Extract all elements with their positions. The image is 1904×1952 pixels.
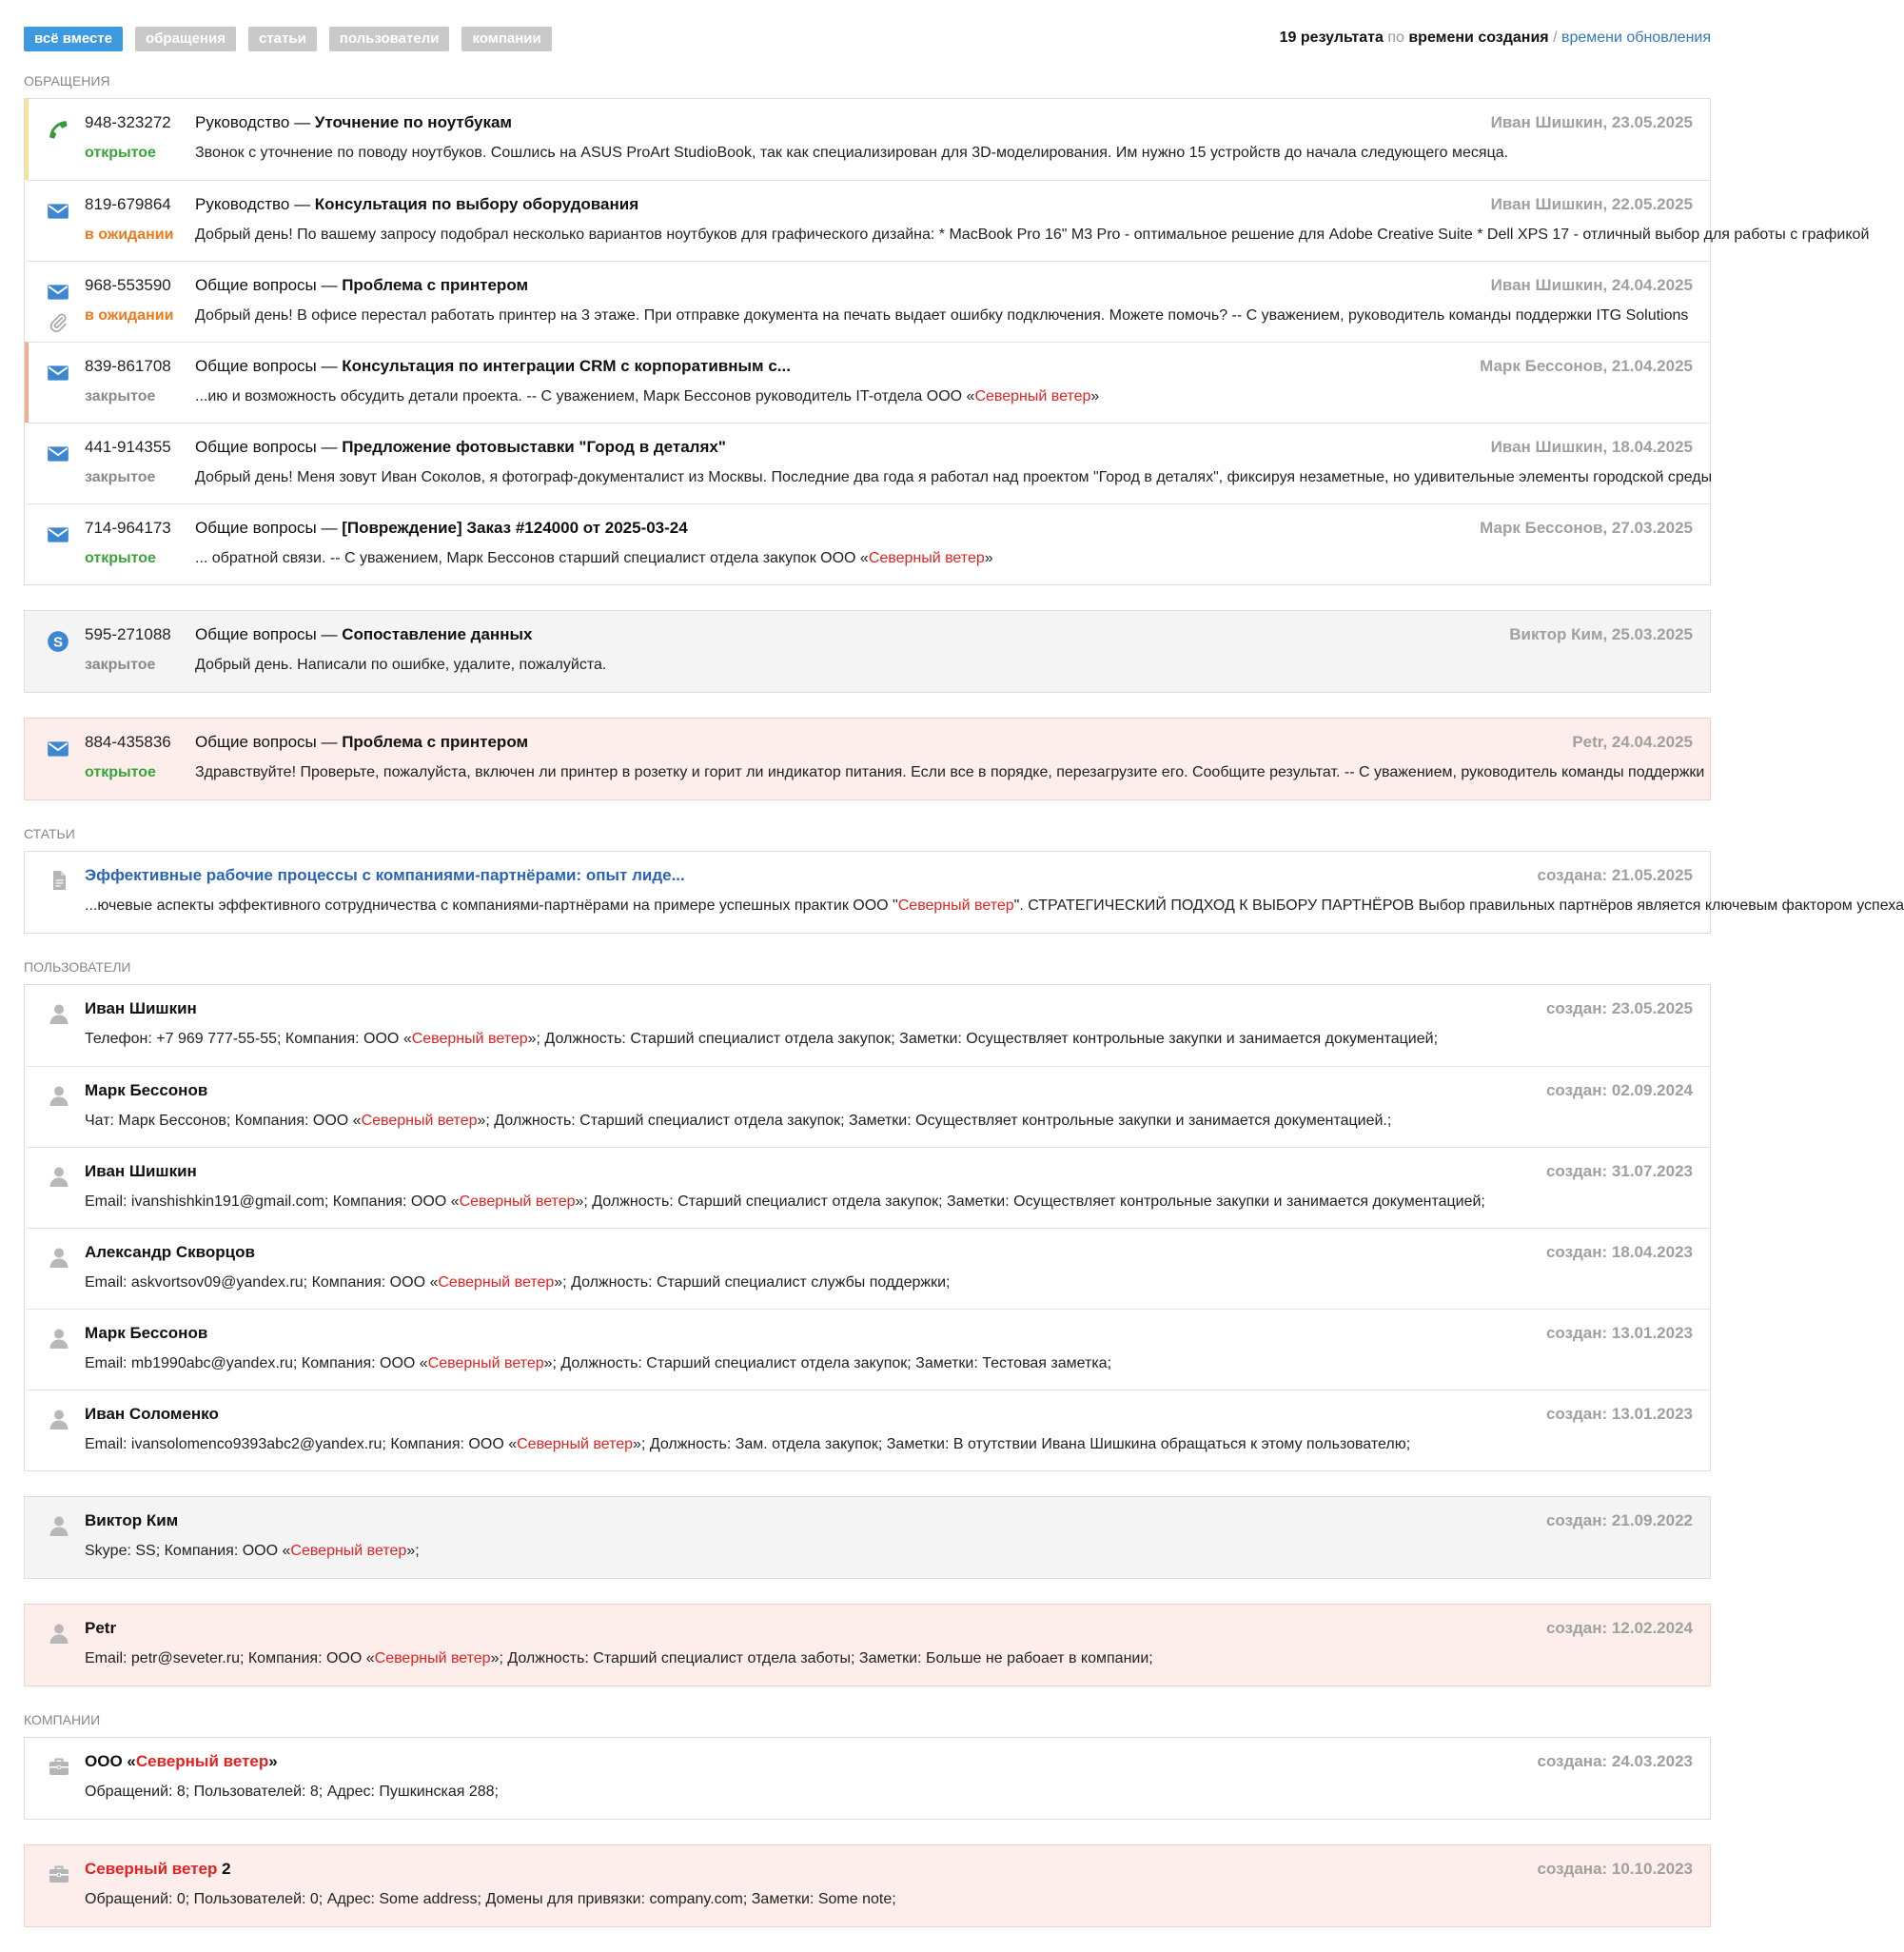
section-articles-label: СТАТЬИ: [24, 826, 75, 841]
company-details: Обращений: 8; Пользователей: 8; Адрес: Пушкинская 288;: [85, 1784, 499, 1800]
companies-group-inactive: [24, 1844, 1711, 1927]
company-highlight: Северный ветер: [361, 1113, 478, 1129]
user-details: [85, 1113, 1693, 1130]
user-name[interactable]: Марк Бессонов: [85, 1324, 208, 1342]
details-text: »; Должность: Старший специалист отдела закупок; Заметки: Осуществляет контрольные закупки и занимается документацией;: [575, 1193, 1485, 1210]
user-details: [85, 1355, 1693, 1372]
document-icon: [48, 869, 70, 892]
company-highlight: Северный ветер: [427, 1355, 544, 1371]
ticket-meta: Иван Шишкин, 18.04.2025: [1490, 438, 1693, 456]
user-icon: [48, 1002, 70, 1025]
ticket-number: 968-553590: [85, 276, 171, 294]
user-meta: создан: 02.09.2024: [1545, 1081, 1693, 1099]
company-highlight: Северный ветер: [411, 1031, 528, 1047]
ticket-meta: Иван Шишкин, 24.04.2025: [1490, 276, 1693, 294]
company-name[interactable]: [85, 1860, 231, 1879]
details-text: Email: ivansolomenco9393abc2@yandex.ru; Компания: ООО «: [85, 1436, 518, 1452]
ticket-status: закрытое: [85, 388, 156, 404]
company-highlight: Северный ветер: [868, 550, 985, 566]
sort-created[interactable]: времени создания: [1408, 30, 1549, 46]
user-icon: [48, 1514, 70, 1537]
section-tickets-label: ОБРАЩЕНИЯ: [24, 73, 110, 89]
company-highlight: Северный ветер: [85, 1860, 218, 1878]
ticket-row[interactable]: [25, 180, 1870, 261]
user-details: [85, 1543, 1693, 1560]
snippet-text: »: [984, 550, 993, 566]
briefcase-icon: [48, 1755, 70, 1778]
user-name[interactable]: Виктор Ким: [85, 1511, 179, 1529]
company-meta: создана: 10.10.2023: [1537, 1860, 1693, 1878]
details-text: Email: mb1990abc@yandex.ru; Компания: ООО «: [85, 1355, 428, 1371]
company-row[interactable]: [25, 1845, 1710, 1926]
sort-by-label: по: [1387, 30, 1404, 46]
ticket-subject: Уточнение по ноутбукам: [314, 113, 512, 131]
user-row[interactable]: [25, 985, 1710, 1066]
ticket-status: в ожидании: [85, 227, 174, 243]
user-row[interactable]: [25, 1497, 1710, 1578]
sort-bar: [1280, 30, 1711, 47]
ticket-number: 441-914355: [85, 438, 171, 456]
ticket-category: Общие вопросы —: [195, 625, 343, 643]
ticket-snippet: Добрый день. Написали по ошибке, удалите, пожалуйста.: [195, 657, 607, 673]
details-text: »; Должность: Старший специалист отдела заботы; Заметки: Больше не рабоает в компании;: [490, 1650, 1153, 1666]
ticket-number: 884-435836: [85, 733, 171, 751]
ticket-subject: [Повреждение] Заказ #124000 от 2025-03-24: [342, 519, 688, 537]
users-group-inactive: [24, 1604, 1711, 1686]
ticket-title[interactable]: [195, 195, 638, 214]
article-title[interactable]: Эффективные рабочие процессы с компаниями-партнёрами: опыт лиде...: [85, 866, 685, 884]
ticket-title[interactable]: [195, 357, 791, 376]
details-text: »;: [406, 1543, 420, 1559]
user-row[interactable]: [25, 1390, 1710, 1470]
mail-icon: [46, 523, 70, 547]
ticket-status: закрытое: [85, 469, 156, 485]
filter-articles[interactable]: статьи: [248, 27, 317, 51]
ticket-row[interactable]: [25, 719, 1710, 799]
user-details: [85, 1031, 1693, 1048]
details-text: »; Должность: Зам. отдела закупок; Заметки: В отутствии Ивана Шишкина обращаться к этому пользователю;: [633, 1436, 1411, 1452]
company-highlight: Северный ветер: [974, 388, 1091, 404]
details-text: Skype: SS; Компания: ООО «: [85, 1543, 291, 1559]
details-text: Email: ivanshishkin191@gmail.com; Компания: ООО «: [85, 1193, 460, 1210]
paperclip-icon: [48, 312, 69, 333]
user-details: [85, 1193, 1693, 1211]
ticket-meta: Иван Шишкин, 23.05.2025: [1490, 113, 1693, 131]
results-count: 19 результата: [1279, 30, 1384, 46]
user-details: [85, 1650, 1693, 1667]
ticket-category: Общие вопросы —: [195, 733, 343, 751]
section-users-label: ПОЛЬЗОВАТЕЛИ: [24, 959, 131, 975]
user-row[interactable]: [25, 1147, 1710, 1228]
mail-icon: [46, 199, 70, 224]
ticket-subject: Проблема с принтером: [342, 276, 529, 294]
user-details: [85, 1274, 1693, 1291]
ticket-snippet: Звонок с уточнение по поводу ноутбуков. Сошлись на ASUS ProArt StudioBook, так как специализирован для 3D-моделирования. Им нужно 15 устройств до начала следующего месяца.: [195, 145, 1509, 161]
user-name[interactable]: Александр Скворцов: [85, 1243, 255, 1261]
user-row[interactable]: [25, 1066, 1710, 1147]
articles-group: [24, 851, 1904, 934]
details-text: Email: petr@seveter.ru; Компания: ООО «: [85, 1650, 375, 1666]
user-icon: [48, 1084, 70, 1107]
details-text: Чат: Марк Бессонов; Компания: ООО «: [85, 1113, 362, 1129]
ticket-snippet: Здравствуйте! Проверьте, пожалуйста, включен ли принтер в розетку и горит ли индикатор питания. Если все в порядке, перезагрузите его. Сообщите результат. -- С уважением, руководитель команды поддержки: [195, 764, 1705, 780]
snippet-text: ". СТРАТЕГИЧЕСКИЙ ПОДХОД К ВЫБОРУ ПАРТНЁРОВ Выбор правильных партнёров является ключевым фактором успеха: [1013, 897, 1904, 914]
company-name[interactable]: [85, 1752, 278, 1771]
user-icon: [48, 1408, 70, 1430]
ticket-subject: Проблема с принтером: [342, 733, 529, 751]
ticket-subject: Сопоставление данных: [342, 625, 533, 643]
details-text: »; Должность: Старший специалист отдела закупок; Заметки: Осуществляет контрольные закупки и занимается документацией;: [527, 1031, 1439, 1047]
user-meta: создан: 12.02.2024: [1545, 1619, 1693, 1637]
tickets-group-archived: [24, 610, 1711, 693]
company-meta: создана: 24.03.2023: [1537, 1752, 1693, 1770]
company-row[interactable]: [25, 1738, 1710, 1819]
top-bar: [24, 27, 1711, 51]
sort-separator: /: [1553, 30, 1558, 46]
companies-group: [24, 1737, 1711, 1820]
ticket-subject: Консультация по интеграции CRM с корпоративным с...: [342, 357, 791, 375]
ticket-status: в ожидании: [85, 307, 174, 324]
details-text: »; Должность: Старший специалист службы поддержки;: [554, 1274, 951, 1291]
user-row[interactable]: [25, 1605, 1710, 1686]
snippet-text: ...ючевые аспекты эффективного сотрудничества с компаниями-партнёрами на примере успешных практик ООО ": [85, 897, 898, 914]
ticket-row[interactable]: [25, 423, 1713, 503]
ticket-category: Общие вопросы —: [195, 438, 343, 456]
company-highlight: Северный ветер: [135, 1752, 269, 1770]
ticket-title[interactable]: [195, 625, 532, 644]
mail-icon: [46, 442, 70, 466]
ticket-snippet: Добрый день! Меня зовут Иван Соколов, я фотограф-документалист из Москвы. Последние два года я работал над проектом "Город в деталях", фиксируя незаметные, но удивительные элементы городской среды: [195, 469, 1713, 485]
svg-text:S: S: [52, 634, 64, 651]
company-details: Обращений: 0; Пользователей: 0; Адрес: Some address; Домены для привязки: company.com; Заметки: Some note;: [85, 1891, 896, 1907]
ticket-row[interactable]: [25, 99, 1710, 180]
ticket-title[interactable]: [195, 733, 528, 752]
details-text: Email: askvortsov09@yandex.ru; Компания: ООО «: [85, 1274, 439, 1291]
user-icon: [48, 1327, 70, 1350]
details-text: Телефон: +7 969 777-55-55; Компания: ООО «: [85, 1031, 412, 1047]
ticket-status: открытое: [85, 764, 156, 780]
tickets-group: [24, 98, 1870, 585]
user-details: [85, 1436, 1693, 1453]
ticket-meta: Марк Бессонов, 27.03.2025: [1480, 519, 1693, 537]
ticket-snippet: [195, 388, 1693, 405]
filter-tickets[interactable]: обращения: [135, 27, 236, 51]
ticket-number: 819-679864: [85, 195, 171, 213]
snippet-text: »: [1090, 388, 1100, 404]
company-suffix: »: [268, 1752, 278, 1770]
ticket-category: Общие вопросы —: [195, 276, 343, 294]
search-results-page: [24, 27, 1904, 1952]
snippet-text: ... обратной связи. -- С уважением, Марк Бессонов старший специалист отдела закупок ООО «: [195, 550, 869, 566]
company-highlight: Северный ветер: [517, 1436, 634, 1452]
skype-icon: [46, 629, 70, 654]
user-icon: [48, 1246, 70, 1269]
section-companies-label: КОМПАНИИ: [24, 1712, 101, 1727]
briefcase-icon: [48, 1863, 70, 1885]
ticket-row[interactable]: [25, 261, 1710, 342]
user-name[interactable]: Иван Шишкин: [85, 1162, 197, 1180]
company-highlight: Северный ветер: [290, 1543, 407, 1559]
ticket-meta: Виктор Ким, 25.03.2025: [1509, 625, 1693, 643]
ticket-title[interactable]: [195, 519, 688, 538]
filter-all[interactable]: всё вместе: [24, 27, 123, 51]
ticket-row[interactable]: [25, 342, 1710, 423]
company-prefix: ООО «: [85, 1752, 136, 1770]
ticket-number: 839-861708: [85, 357, 171, 375]
user-name[interactable]: Иван Соломенко: [85, 1405, 219, 1423]
ticket-category: Общие вопросы —: [195, 519, 343, 537]
user-name[interactable]: Petr: [85, 1619, 117, 1637]
sort-updated-link[interactable]: времени обновления: [1560, 30, 1711, 46]
ticket-title[interactable]: [195, 438, 726, 457]
ticket-status: открытое: [85, 145, 156, 161]
ticket-number: 595-271088: [85, 625, 171, 643]
ticket-number: 714-964173: [85, 519, 171, 537]
company-highlight: Северный ветер: [438, 1274, 555, 1291]
mail-icon: [46, 361, 70, 385]
user-icon: [48, 1165, 70, 1188]
ticket-meta: Марк Бессонов, 21.04.2025: [1480, 357, 1693, 375]
ticket-meta: Иван Шишкин, 22.05.2025: [1490, 195, 1693, 213]
user-meta: создан: 31.07.2023: [1545, 1162, 1693, 1180]
users-group-archived: [24, 1496, 1711, 1579]
ticket-status: открытое: [85, 550, 156, 566]
user-meta: создан: 13.01.2023: [1545, 1405, 1693, 1423]
ticket-row[interactable]: [25, 503, 1710, 584]
user-row[interactable]: [25, 1228, 1710, 1309]
ticket-category: Руководство —: [195, 113, 315, 131]
snippet-text: ...ию и возможность обсудить детали проекта. -- С уважением, Марк Бессонов руководитель IT-отдела ООО «: [195, 388, 975, 404]
user-name[interactable]: Иван Шишкин: [85, 999, 197, 1017]
article-meta: создана: 21.05.2025: [1537, 866, 1693, 884]
user-name[interactable]: Марк Бессонов: [85, 1081, 208, 1099]
user-meta: создан: 21.09.2022: [1545, 1511, 1693, 1529]
details-text: »; Должность: Старший специалист отдела закупок; Заметки: Тестовая заметка;: [543, 1355, 1112, 1371]
article-snippet: [85, 897, 1904, 915]
ticket-status: закрытое: [85, 657, 156, 673]
filter-users[interactable]: пользователи: [329, 27, 450, 51]
user-row[interactable]: [25, 1309, 1710, 1390]
user-meta: создан: 13.01.2023: [1545, 1324, 1693, 1342]
ticket-snippet: [195, 550, 1693, 567]
ticket-title[interactable]: [195, 113, 512, 132]
company-highlight: Северный ветер: [374, 1650, 491, 1666]
ticket-category: Руководство —: [195, 195, 315, 213]
details-text: »; Должность: Старший специалист отдела закупок; Заметки: Осуществляет контрольные закупки и занимается документацией.;: [477, 1113, 1392, 1129]
ticket-snippet: Добрый день! В офисе перестал работать принтер на 3 этаже. При отправке документа на печать выдает ошибку подключения. Можете помочь? -- С уважением, руководитель команды поддержки ITG Solutions: [195, 307, 1689, 324]
ticket-subject: Предложение фотовыставки "Город в деталях": [342, 438, 726, 456]
company-suffix: 2: [217, 1860, 231, 1878]
filter-companies[interactable]: компании: [461, 27, 551, 51]
article-row[interactable]: [25, 852, 1904, 933]
user-meta: создан: 18.04.2023: [1545, 1243, 1693, 1261]
ticket-subject: Консультация по выбору оборудования: [314, 195, 639, 213]
phone-icon: [46, 117, 70, 142]
user-meta: создан: 23.05.2025: [1545, 999, 1693, 1017]
ticket-snippet: Добрый день! По вашему запросу подобрал несколько вариантов ноутбуков для графического дизайна: * MacBook Pro 16" M3 Pro - оптимальное решение для Adobe Creative Suite * Dell XPS 17 - отличный выбор для работы с графикой: [195, 227, 1870, 243]
ticket-title[interactable]: [195, 276, 528, 295]
company-highlight: Северный ветер: [459, 1193, 576, 1210]
company-highlight: Северный ветер: [897, 897, 1014, 914]
mail-icon: [46, 737, 70, 761]
ticket-category: Общие вопросы —: [195, 357, 343, 375]
users-group: [24, 984, 1711, 1471]
ticket-number: 948-323272: [85, 113, 171, 131]
user-icon: [48, 1622, 70, 1645]
ticket-meta: Petr, 24.04.2025: [1572, 733, 1693, 751]
ticket-row[interactable]: [25, 611, 1710, 692]
tickets-group-inactive: [24, 718, 1711, 800]
mail-icon: [46, 280, 70, 305]
